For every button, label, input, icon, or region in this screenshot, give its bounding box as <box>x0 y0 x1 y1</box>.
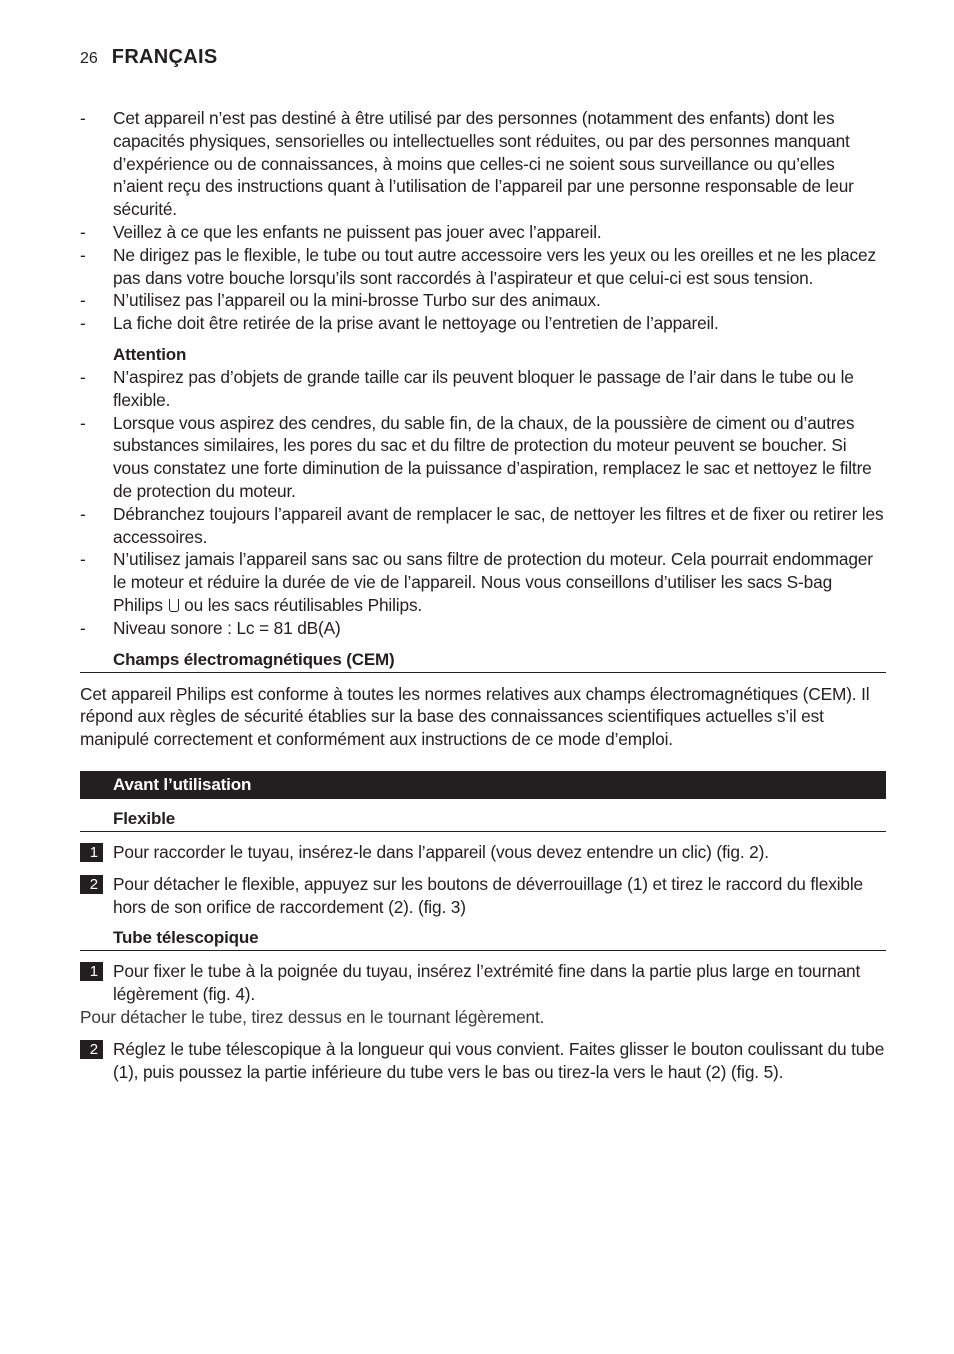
step-text: Pour détacher le flexible, appuyez sur les boutons de déverrouillage (1) et tirez le raccord du flexible hors de son orifice de raccordement (2). (fig. 3) <box>113 873 863 917</box>
step-number-badge: 2 <box>80 1040 103 1059</box>
bag-text-after: ou les sacs réutilisables Philips. <box>184 594 423 615</box>
list-item: - Ne dirigez pas le flexible, le tube ou tout autre accessoire vers les yeux ou les oreilles et ne les placez pas dans votre bouche lorsqu’ils sont raccordés à l’aspirateur et que celui-ci est sous tension. <box>80 244 886 290</box>
section-heading-before-use: Avant l’utilisation <box>80 771 886 799</box>
list-item: - Niveau sonore : Lc = 81 dB(A) <box>80 617 886 640</box>
step-number-badge: 1 <box>80 962 103 981</box>
step-item <box>80 841 886 864</box>
step-text: Pour fixer le tube à la poignée du tuyau, insérez l’extrémité fine dans la partie plus large en tournant légèrement (fig. 4). <box>113 961 861 1005</box>
page-content <box>80 107 886 1083</box>
step-number-badge: 1 <box>80 843 103 862</box>
emf-heading: Champs électromagnétiques (CEM) <box>80 649 886 673</box>
attention-list <box>80 366 886 640</box>
list-item: - Débranchez toujours l’appareil avant de remplacer le sac, de nettoyer les filtres et de fixer ou retirer les accessoires. <box>80 503 886 549</box>
step-number-badge: 2 <box>80 875 103 894</box>
tube-heading: Tube télescopique <box>80 927 886 951</box>
bag-text-before: N’utilisez jamais l’appareil sans sac ou sans filtre de protection du moteur. Cela pourrait endommager le moteur et réduire la durée de vie de l’appareil. Nous vous conseillons d’utiliser les sacs S-bag Philips <box>113 549 873 615</box>
emf-paragraph: Cet appareil Philips est conforme à toutes les normes relatives aux champs électromagnétiques (CEM). Il répond aux règles de sécurité établies sur la base des connaissances scientifiques actuelles s’il est manipulé correctement et conformément aux instructions de ce mode d’emploi. <box>80 683 870 750</box>
flexible-heading: Flexible <box>80 808 886 832</box>
step-text: Réglez le tube télescopique à la longueur qui vous convient. Faites glisser le bouton coulissant du tube (1), puis poussez la partie inférieure du tube vers le bas ou tirez-la vers le haut (2) (fig. 5). <box>113 1038 885 1082</box>
page-number: 26 <box>80 50 98 67</box>
tube-note: Pour détacher le tube, tirez dessus en le tournant légèrement. <box>80 1006 545 1027</box>
list-item <box>80 548 886 616</box>
step-item <box>80 1038 886 1084</box>
page-header <box>80 46 218 69</box>
list-item: - Veillez à ce que les enfants ne puissent pas jouer avec l’appareil. <box>80 221 886 244</box>
list-item: - Lorsque vous aspirez des cendres, du sable fin, de la chaux, de la poussière de ciment ou d’autres substances similaires, les pores du sac et du filtre de protection du moteur peuvent se boucher. Si vous constatez une forte diminution de la puissance d’aspiration, remplacez le sac et nettoyez le filtre de protection du moteur. <box>80 412 886 503</box>
safety-list <box>80 107 886 335</box>
list-item: - La fiche doit être retirée de la prise avant le nettoyage ou l’entretien de l’appareil. <box>80 312 886 335</box>
list-item: - Cet appareil n’est pas destiné à être utilisé par des personnes (notamment des enfants) dont les capacités physiques, sensorielles ou intellectuelles sont réduites, ou par des personnes manquant d’expérience ou de connaissances, à moins que celles-ci ne soient sous surveillance ou qu’elles n’aient reçu des instructions quant à l’utilisation de l’appareil par une personne responsable de leur sécurité. <box>80 107 886 221</box>
list-item: - N’aspirez pas d’objets de grande taille car ils peuvent bloquer le passage de l’air dans le tube ou le flexible. <box>80 366 886 412</box>
step-text: Pour raccorder le tuyau, insérez-le dans l’appareil (vous devez entendre un clic) (fig. 2). <box>113 841 769 862</box>
s-bag-icon <box>169 599 179 612</box>
step-item <box>80 873 886 919</box>
list-item: - N’utilisez pas l’appareil ou la mini-brosse Turbo sur des animaux. <box>80 289 886 312</box>
attention-heading: Attention <box>113 344 187 364</box>
language-title: FRANÇAIS <box>111 46 218 68</box>
step-item <box>80 960 886 1006</box>
